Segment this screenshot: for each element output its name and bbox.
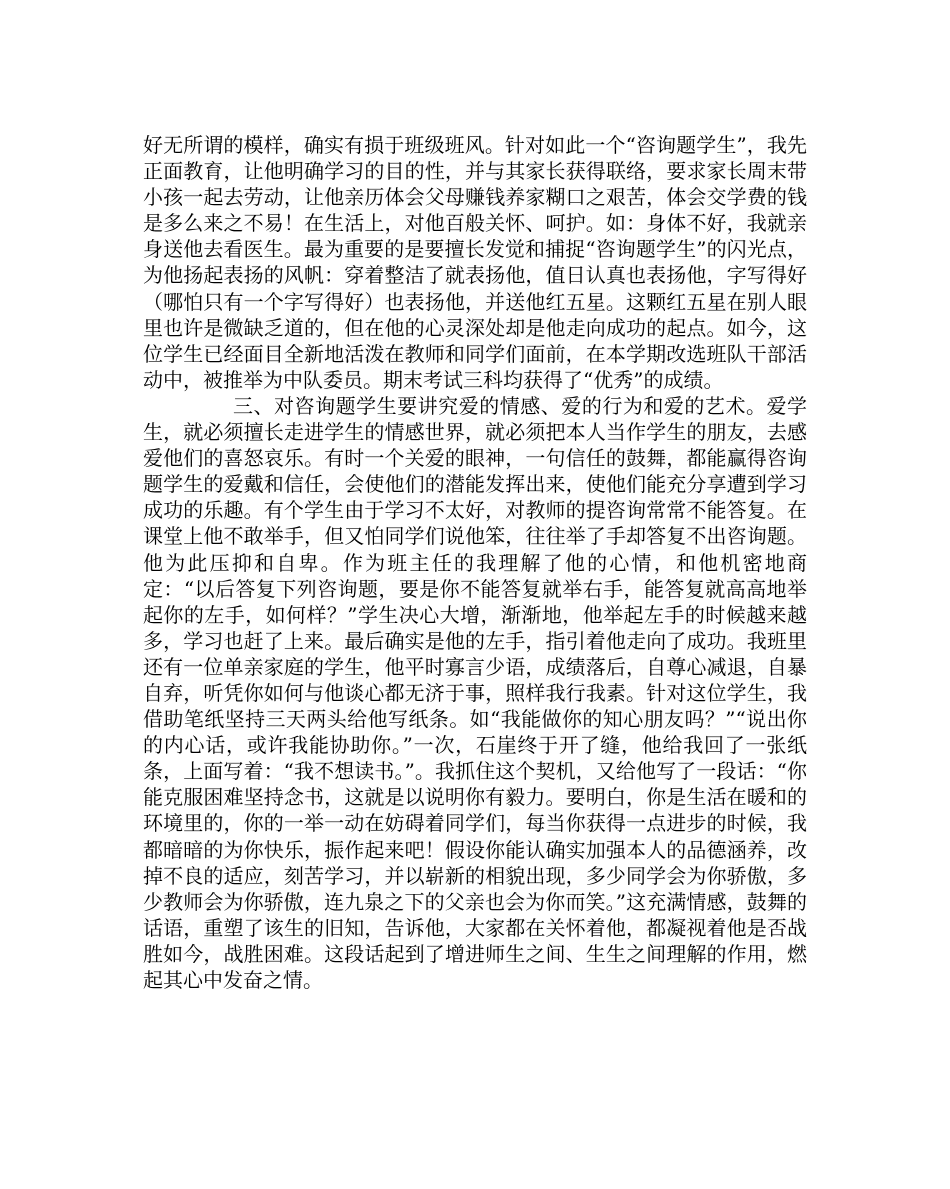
paragraph-1: 好无所谓的模样，确实有损于班级班风。针对如此一个“咨询题学生”，我先正面教育，让他明确学习的目的性，并与其家长获得联络，要求家长周末带小孩一起去劳动，让他亲历体会父母赚钱养家糊口之艰苦，体会交学费的钱是多么来之不易！在生活上，对他百般关怀、呵护。如：身体不好，我就亲身送他去看医生。最为重要的是要擅长发觉和捕捉“咨询题学生”的闪光点，为他扬起表扬的风帆：穿着整洁了就表扬他，值日认真也表扬他，字写得好（哪怕只有一个字写得好）也表扬他，并送他红五星。这颗红五星在别人眼里也许是微缺乏道的，但在他的心灵深处却是他走向成功的起点。如今，这位学生已经面目全新地活泼在教师和同学们面前，在本学期改选班队干部活动中，被推举为中队委员。期末考试三科均获得了“优秀”的成绩。 xyxy=(143,133,807,392)
paragraph-2: 三、对咨询题学生要讲究爱的情感、爱的行为和爱的艺术。爱学生，就必须擅长走进学生的情感世界，就必须把本人当作学生的朋友，去感爱他们的喜怒哀乐。有时一个关爱的眼神，一句信任的鼓舞，都能赢得咨询题学生的爱戴和信任，会使他们的潜能发挥出来，使他们能充分享遭到学习成功的乐趣。有个学生由于学习不太好，对教师的提咨询常常不能答复。在课堂上他不敢举手，但又怕同学们说他笨，往往举了手却答复不出咨询题。他为此压抑和自卑。作为班主任的我理解了他的心情，和他机密地商定：“以后答复下列咨询题，要是你不能答复就举右手，能答复就高高地举起你的左手，如何样？”学生决心大增，渐渐地，他举起左手的时候越来越多，学习也赶了上来。最后确实是他的左手，指引着他走向了成功。我班里还有一位单亲家庭的学生，他平时寡言少语，成绩落后，自尊心减退，自暴自弃，听凭你如何与他谈心都无济于事，照样我行我素。针对这位学生，我借助笔纸坚持三天两头给他写纸条。如“我能做你的知心朋友吗？”“说出你的内心话，或许我能协助你。”一次，石崖终于开了缝，他给我回了一张纸条，上面写着：“我不想读书。”。我抓住这个契机，又给他写了一段话：“你能克服困难坚持念书，这就是以说明你有毅力。要明白，你是生活在暖和的环境里的，你的一举一动在妨碍着同学们，每当你获得一点进步的时候，我都暗暗的为你快乐，振作起来吧！假设你能认确实加强本人的品德涵养，改掉不良的适应，刻苦学习，并以崭新的相貌出现，多少同学会为你骄傲，多少教师会为你骄傲，连九泉之下的父亲也会为你而笑。”这充满情感，鼓舞的话语，重塑了该生的旧知，告诉他，大家都在关怀着他，都凝视着他是否战胜如今，战胜困难。这段话起到了增进师生之间、生生之间理解的作用，燃起其心中发奋之情。 xyxy=(143,393,807,992)
document-body xyxy=(143,132,807,993)
